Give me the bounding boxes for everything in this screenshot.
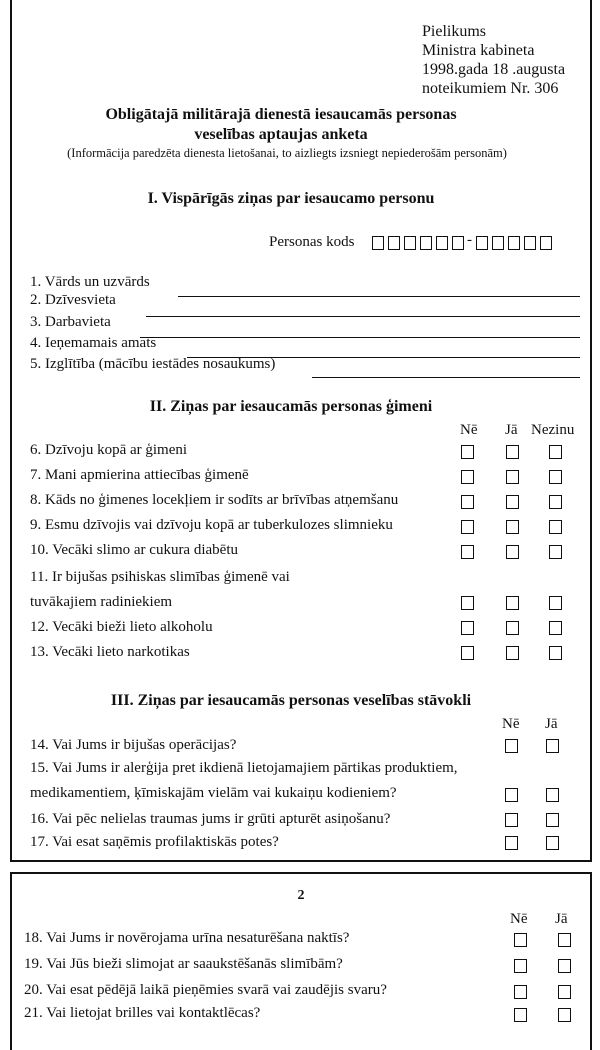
s3-r4-c1-checkbox[interactable] <box>505 836 518 850</box>
column-header-no-p2: Nē <box>510 911 528 927</box>
s2-r5-c2-checkbox[interactable] <box>506 545 519 559</box>
section-1-heading: I. Vispārīgās ziņas par iesaucamo personu <box>147 190 435 207</box>
question-9: 9. Esmu dzīvojis vai dzīvoju kopā ar tuberkulozes slimnieku <box>30 517 393 533</box>
annex-date: 1998.gada 18 .augusta <box>422 61 566 78</box>
column-header-yes-s3: Jā <box>545 716 558 732</box>
p2-r3-c2-checkbox[interactable] <box>558 985 571 999</box>
personal-code-digit-box[interactable] <box>524 236 536 250</box>
s2-r1-c3-checkbox[interactable] <box>549 445 562 459</box>
personal-code-digit-box[interactable] <box>508 236 520 250</box>
s3-r2-c1-checkbox[interactable] <box>505 788 518 802</box>
field-line-education[interactable] <box>312 377 580 378</box>
column-header-yes-p2: Jā <box>555 911 568 927</box>
s2-r8-c2-checkbox[interactable] <box>506 646 519 660</box>
personal-code-digit-box[interactable] <box>404 236 416 250</box>
p2-r3-c1-checkbox[interactable] <box>514 985 527 999</box>
field-line-workplace[interactable] <box>140 337 580 338</box>
s2-r3-c1-checkbox[interactable] <box>461 495 474 509</box>
s2-r4-c1-checkbox[interactable] <box>461 520 474 534</box>
question-10: 10. Vecāki slimo ar cukura diabētu <box>30 542 238 558</box>
s2-r7-c1-checkbox[interactable] <box>461 621 474 635</box>
question-8: 8. Kāds no ģimenes locekļiem ir sodīts ar brīvības atņemšanu <box>30 492 399 508</box>
s2-r5-c1-checkbox[interactable] <box>461 545 474 559</box>
column-header-no-s3: Nē <box>502 716 520 732</box>
s2-r4-c2-checkbox[interactable] <box>506 520 519 534</box>
personal-code-digit-box[interactable] <box>436 236 448 250</box>
page-number: 2 <box>297 888 305 903</box>
question-15-line-2: medikamentiem, ķīmiskajām vielām vai kukaiņu kodieniem? <box>30 785 397 801</box>
field-label-workplace: 3. Darbavieta <box>30 314 111 330</box>
p2-r4-c2-checkbox[interactable] <box>558 1008 571 1022</box>
personal-code-separator: - <box>467 232 472 248</box>
s3-r4-c2-checkbox[interactable] <box>546 836 559 850</box>
question-20: 20. Vai esat pēdējā laikā pieņēmies svarā vai zaudējis svaru? <box>24 982 387 998</box>
question-15-line-1: 15. Vai Jums ir alerģija pret ikdienā lietojamajiem pārtikas produktiem, <box>30 760 458 776</box>
question-11-line-1: 11. Ir bijušas psihiskas slimības ģimenē vai <box>30 569 290 585</box>
p2-r2-c1-checkbox[interactable] <box>514 959 527 973</box>
s2-r8-c3-checkbox[interactable] <box>549 646 562 660</box>
s2-r1-c1-checkbox[interactable] <box>461 445 474 459</box>
question-7: 7. Mani apmierina attiecības ģimenē <box>30 467 249 483</box>
personal-code-digit-box[interactable] <box>452 236 464 250</box>
p2-r4-c1-checkbox[interactable] <box>514 1008 527 1022</box>
form-title-line-1: Obligātajā militārajā dienestā iesaucamās personas <box>105 106 457 123</box>
question-6: 6. Dzīvoju kopā ar ģimeni <box>30 442 188 458</box>
question-14: 14. Vai Jums ir bijušas operācijas? <box>30 737 237 753</box>
s2-r7-c3-checkbox[interactable] <box>549 621 562 635</box>
section-2-heading: II. Ziņas par iesaucamās personas ģimeni <box>149 398 433 415</box>
personal-code-label: Personas kods <box>269 234 355 250</box>
question-13: 13. Vecāki lieto narkotikas <box>30 644 190 660</box>
s2-r6-c3-checkbox[interactable] <box>549 596 562 610</box>
s3-r3-c1-checkbox[interactable] <box>505 813 518 827</box>
question-19: 19. Vai Jūs bieži slimojat ar saaukstēšanās slimībām? <box>24 956 343 972</box>
s2-r2-c3-checkbox[interactable] <box>549 470 562 484</box>
p2-r1-c2-checkbox[interactable] <box>558 933 571 947</box>
question-21: 21. Vai lietojat brilles vai kontaktlēcas? <box>24 1005 261 1021</box>
section-3-heading: III. Ziņas par iesaucamās personas veselības stāvokli <box>110 692 472 709</box>
s2-r5-c3-checkbox[interactable] <box>549 545 562 559</box>
p2-r1-c1-checkbox[interactable] <box>514 933 527 947</box>
form-title-line-2: veselības aptaujas anketa <box>194 126 368 143</box>
column-header-dont-know: Nezinu <box>531 422 575 438</box>
s2-r6-c1-checkbox[interactable] <box>461 596 474 610</box>
annex-cabinet: Ministra kabineta <box>422 42 535 59</box>
question-17: 17. Vai esat saņēmis profilaktiskās potes? <box>30 834 279 850</box>
field-label-position: 4. Ieņemamais amats <box>30 335 157 351</box>
page-2-frame <box>10 872 592 1050</box>
confidentiality-note: (Informācija paredzēta dienesta lietošanai, to aizliegts izsniegt nepiederošām personām) <box>67 146 507 160</box>
annex-label: Pielikums <box>422 23 487 40</box>
personal-code-digit-box[interactable] <box>420 236 432 250</box>
s2-r4-c3-checkbox[interactable] <box>549 520 562 534</box>
column-header-yes: Jā <box>505 422 518 438</box>
s2-r7-c2-checkbox[interactable] <box>506 621 519 635</box>
s3-r2-c2-checkbox[interactable] <box>546 788 559 802</box>
question-16: 16. Vai pēc nelielas traumas jums ir grūti apturēt asiņošanu? <box>30 811 391 827</box>
field-line-name[interactable] <box>178 296 580 297</box>
s3-r1-c1-checkbox[interactable] <box>505 739 518 753</box>
field-line-residence[interactable] <box>146 316 580 317</box>
personal-code-digit-box[interactable] <box>540 236 552 250</box>
s2-r3-c3-checkbox[interactable] <box>549 495 562 509</box>
question-11-line-2: tuvākajiem radiniekiem <box>30 594 173 610</box>
s2-r1-c2-checkbox[interactable] <box>506 445 519 459</box>
s3-r3-c2-checkbox[interactable] <box>546 813 559 827</box>
page-1-frame <box>10 0 592 862</box>
personal-code-digit-box[interactable] <box>388 236 400 250</box>
s2-r6-c2-checkbox[interactable] <box>506 596 519 610</box>
field-label-education: 5. Izglītība (mācību iestādes nosaukums) <box>30 356 276 372</box>
question-18: 18. Vai Jums ir novērojama urīna nesaturēšana naktīs? <box>24 930 350 946</box>
field-label-name: 1. Vārds un uzvārds <box>30 274 150 290</box>
s2-r3-c2-checkbox[interactable] <box>506 495 519 509</box>
annex-regulation: noteikumiem Nr. 306 <box>422 80 559 97</box>
s2-r8-c1-checkbox[interactable] <box>461 646 474 660</box>
column-header-no: Nē <box>460 422 478 438</box>
s3-r1-c2-checkbox[interactable] <box>546 739 559 753</box>
question-12: 12. Vecāki bieži lieto alkoholu <box>30 619 213 635</box>
field-label-residence: 2. Dzīvesvieta <box>30 292 116 308</box>
personal-code-digit-box[interactable] <box>492 236 504 250</box>
p2-r2-c2-checkbox[interactable] <box>558 959 571 973</box>
personal-code-digit-box[interactable] <box>476 236 488 250</box>
personal-code-digit-box[interactable] <box>372 236 384 250</box>
s2-r2-c1-checkbox[interactable] <box>461 470 474 484</box>
s2-r2-c2-checkbox[interactable] <box>506 470 519 484</box>
